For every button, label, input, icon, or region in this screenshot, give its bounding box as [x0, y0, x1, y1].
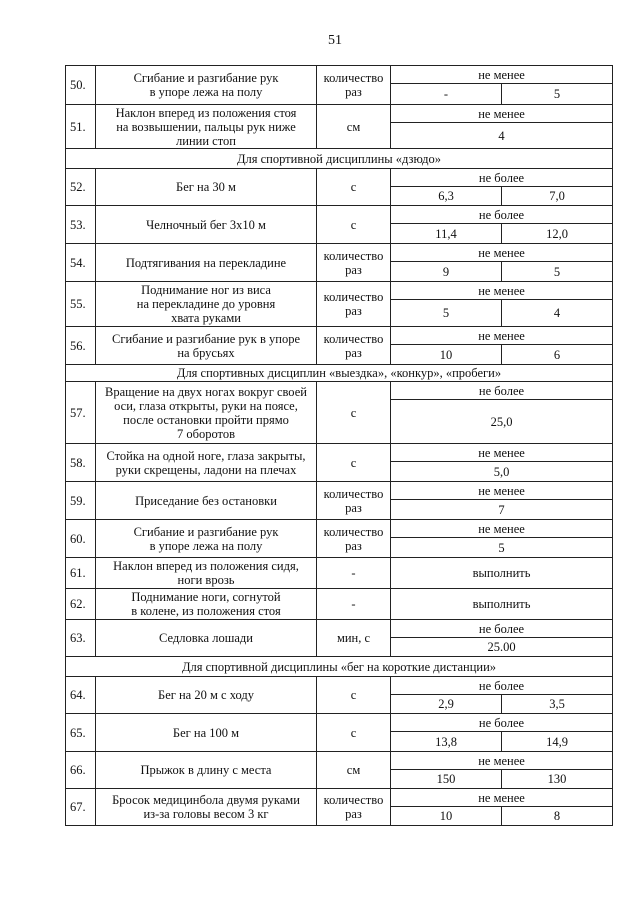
exercise-name: Сгибание и разгибание рук в упоре лежа на полу — [96, 66, 317, 105]
exercise-name: Вращение на двух ногах вокруг своей оси, глаза открыты, руки на поясе, после остановки пройти прямо 7 оборотов — [96, 382, 317, 444]
unit: - — [317, 558, 391, 589]
row-number: 51. — [66, 105, 96, 149]
row-number: 65. — [66, 714, 96, 752]
result-value: выполнить — [391, 589, 613, 620]
row-number: 62. — [66, 589, 96, 620]
exercise-name: Бег на 100 м — [96, 714, 317, 752]
section-title: Для спортивных дисциплин «выездка», «конкур», «пробеги» — [66, 365, 613, 382]
exercise-name: Бросок медицинбола двумя руками из-за головы весом 3 кг — [96, 789, 317, 826]
value: 25,0 — [391, 400, 613, 444]
exercise-name: Подтягивания на перекладине — [96, 244, 317, 282]
table-row — [66, 327, 613, 345]
row-number: 58. — [66, 444, 96, 482]
table-row — [66, 620, 613, 638]
table-row — [66, 677, 613, 695]
condition-label: не менее — [391, 282, 613, 300]
unit: см — [317, 752, 391, 789]
value-2: 5 — [502, 84, 613, 105]
row-number: 50. — [66, 66, 96, 105]
value: 4 — [391, 123, 613, 149]
unit: с — [317, 206, 391, 244]
row-number: 63. — [66, 620, 96, 657]
condition-label: не более — [391, 677, 613, 695]
condition-label: не менее — [391, 789, 613, 807]
value-2: 6 — [502, 345, 613, 365]
section-header-row — [66, 657, 613, 677]
unit: количество раз — [317, 244, 391, 282]
table-row — [66, 66, 613, 84]
value-1: 10 — [391, 807, 502, 826]
result-value: выполнить — [391, 558, 613, 589]
page-number: 51 — [328, 33, 342, 48]
value-2: 12,0 — [502, 224, 613, 244]
row-number: 52. — [66, 169, 96, 206]
exercise-name: Бег на 30 м — [96, 169, 317, 206]
table-row — [66, 169, 613, 187]
value-1: 5 — [391, 300, 502, 327]
value-1: 6,3 — [391, 187, 502, 206]
condition-label: не более — [391, 382, 613, 400]
condition-label: не менее — [391, 105, 613, 123]
condition-label: не менее — [391, 244, 613, 262]
table-row — [66, 444, 613, 462]
section-title: Для спортивной дисциплины «бег на короткие дистанции» — [66, 657, 613, 677]
condition-label: не более — [391, 206, 613, 224]
condition-label: не менее — [391, 66, 613, 84]
unit: мин, с — [317, 620, 391, 657]
value-1: - — [391, 84, 502, 105]
table-row — [66, 714, 613, 732]
exercise-name: Поднимание ноги, согнутой в колене, из положения стоя — [96, 589, 317, 620]
row-number: 61. — [66, 558, 96, 589]
value-2: 14,9 — [502, 732, 613, 752]
value-1: 11,4 — [391, 224, 502, 244]
row-number: 67. — [66, 789, 96, 826]
value-2: 7,0 — [502, 187, 613, 206]
unit: с — [317, 714, 391, 752]
row-number: 64. — [66, 677, 96, 714]
unit: с — [317, 169, 391, 206]
row-number: 59. — [66, 482, 96, 520]
standards-table — [65, 65, 613, 826]
condition-label: не менее — [391, 520, 613, 538]
value-2: 5 — [502, 262, 613, 282]
unit: количество раз — [317, 66, 391, 105]
row-number: 54. — [66, 244, 96, 282]
value: 25.00 — [391, 638, 613, 657]
exercise-name: Стойка на одной ноге, глаза закрыты, руки скрещены, ладони на плечах — [96, 444, 317, 482]
unit: с — [317, 677, 391, 714]
row-number: 56. — [66, 327, 96, 365]
value-1: 2,9 — [391, 695, 502, 714]
exercise-name: Сгибание и разгибание рук в упоре на брусьях — [96, 327, 317, 365]
condition-label: не менее — [391, 444, 613, 462]
exercise-name: Бег на 20 м с ходу — [96, 677, 317, 714]
unit: количество раз — [317, 789, 391, 826]
unit: количество раз — [317, 327, 391, 365]
exercise-name: Приседание без остановки — [96, 482, 317, 520]
exercise-name: Поднимание ног из виса на перекладине до уровня хвата руками — [96, 282, 317, 327]
value: 5,0 — [391, 462, 613, 482]
unit: количество раз — [317, 282, 391, 327]
table-row — [66, 382, 613, 400]
unit: - — [317, 589, 391, 620]
condition-label: не менее — [391, 327, 613, 345]
exercise-name: Седловка лошади — [96, 620, 317, 657]
condition-label: не более — [391, 714, 613, 732]
value: 7 — [391, 500, 613, 520]
row-number: 66. — [66, 752, 96, 789]
unit: количество раз — [317, 520, 391, 558]
row-number: 57. — [66, 382, 96, 444]
value-2: 3,5 — [502, 695, 613, 714]
table-row — [66, 482, 613, 500]
value-2: 130 — [502, 770, 613, 789]
table-row — [66, 282, 613, 300]
row-number: 55. — [66, 282, 96, 327]
condition-label: не менее — [391, 752, 613, 770]
table-row — [66, 752, 613, 770]
exercise-name: Сгибание и разгибание рук в упоре лежа на полу — [96, 520, 317, 558]
condition-label: не более — [391, 620, 613, 638]
table-row — [66, 589, 613, 620]
unit: с — [317, 382, 391, 444]
condition-label: не более — [391, 169, 613, 187]
section-header-row — [66, 365, 613, 382]
row-number: 60. — [66, 520, 96, 558]
value-1: 9 — [391, 262, 502, 282]
exercise-name: Наклон вперед из положения стоя на возвышении, пальцы рук ниже линии стоп — [96, 105, 317, 149]
value: 5 — [391, 538, 613, 558]
table-row — [66, 206, 613, 224]
value-1: 150 — [391, 770, 502, 789]
exercise-name: Наклон вперед из положения сидя, ноги врозь — [96, 558, 317, 589]
value-1: 10 — [391, 345, 502, 365]
exercise-name: Прыжок в длину с места — [96, 752, 317, 789]
table-row — [66, 789, 613, 807]
table-row — [66, 244, 613, 262]
unit: см — [317, 105, 391, 149]
table-row — [66, 520, 613, 538]
unit: количество раз — [317, 482, 391, 520]
condition-label: не менее — [391, 482, 613, 500]
exercise-name: Челночный бег 3x10 м — [96, 206, 317, 244]
unit: с — [317, 444, 391, 482]
value-2: 4 — [502, 300, 613, 327]
row-number: 53. — [66, 206, 96, 244]
section-title: Для спортивной дисциплины «дзюдо» — [66, 149, 613, 169]
value-1: 13,8 — [391, 732, 502, 752]
table-row — [66, 558, 613, 589]
table-row — [66, 105, 613, 123]
value-2: 8 — [502, 807, 613, 826]
section-header-row — [66, 149, 613, 169]
